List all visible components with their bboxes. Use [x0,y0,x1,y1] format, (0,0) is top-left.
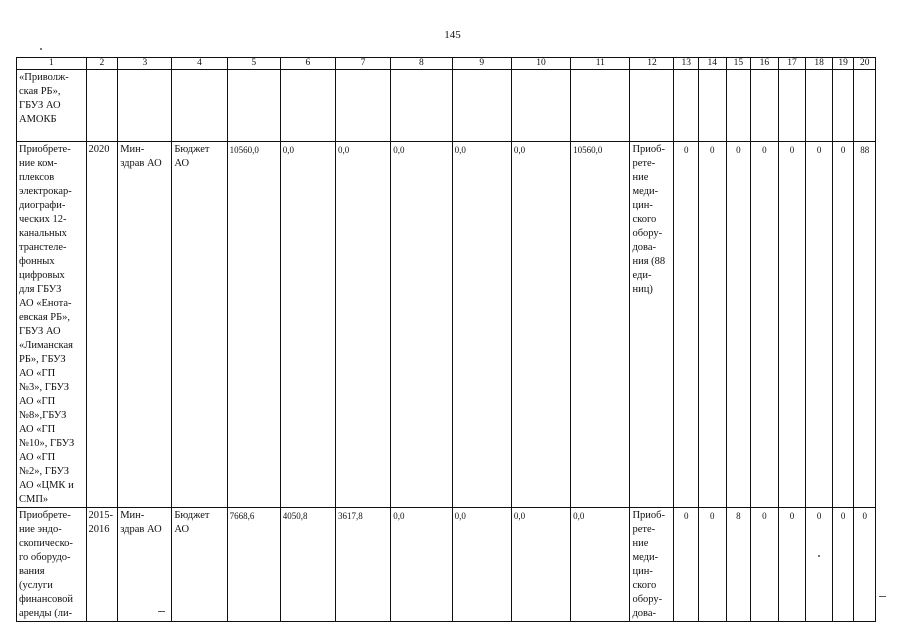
column-header-19: 19 [832,58,853,70]
cell-amount-c8: 0,0 [391,508,452,622]
cell-text-line: диографи- [19,200,66,211]
column-header-12: 12 [630,58,674,70]
cell-text-line: ГБУЗ АО [19,326,61,337]
cell-text-line: Мин- [120,510,145,521]
cell-text-line: евская РБ», [19,312,71,323]
scan-mark [158,611,165,612]
cell-text-line: здрав АО [120,524,162,535]
cell-text-line: цифровых [19,270,65,281]
cell-period [86,70,118,142]
cell-amount-c8 [391,70,452,142]
cell-text-line: АО [174,158,190,169]
cell-indicator-13: 0 [674,508,699,622]
cell-text-line: «Приволж- [19,72,69,83]
cell-text-line: для ГБУЗ [19,284,62,295]
cell-indicator-14 [698,70,726,142]
cell-text-line: меди- [632,186,659,197]
cell-amount-c10: 0,0 [511,508,570,622]
cell-text-line: АО «ГП [19,396,56,407]
cell-amount-c6 [280,70,335,142]
column-header-10: 10 [511,58,570,70]
cell-text-line: «Лиманская [19,340,73,351]
cell-text-line: АМОКБ [19,114,57,125]
cell-text-line: 2015- [88,510,114,521]
column-header-8: 8 [391,58,452,70]
cell-executor [118,142,172,508]
cell-text-line: ГБУЗ АО [19,100,61,111]
document-table [16,57,876,622]
cell-indicator-20: 88 [854,142,876,508]
cell-text-line: 2020 [88,144,110,155]
cell-period [86,508,118,622]
cell-indicator-17: 0 [778,142,806,508]
cell-text-line: №8»,ГБУЗ [19,410,67,421]
cell-text-line: вания [19,566,45,577]
column-header-13: 13 [674,58,699,70]
cell-text-line: СМП» [19,494,49,505]
cell-text-line: ние [632,538,649,549]
cell-text-line: ская РБ», [19,86,61,97]
cell-indicator-13: 0 [674,142,699,508]
cell-text-line: плексов [19,172,55,183]
cell-indicator-13 [674,70,699,142]
cell-indicator-14: 0 [698,142,726,508]
cell-source [172,142,227,508]
header-row [17,58,876,70]
cell-text-line: АО «ЦМК и [19,480,74,491]
table-row [17,70,876,142]
column-header-20: 20 [854,58,876,70]
cell-text-line: ческих 12- [19,214,67,225]
cell-source [172,70,227,142]
cell-text-line: здрав АО [120,158,162,169]
cell-source [172,508,227,622]
cell-indicator-18: 0 [806,142,833,508]
cell-indicator-17 [778,70,806,142]
column-header-14: 14 [698,58,726,70]
cell-indicator-14: 0 [698,508,726,622]
column-header-7: 7 [336,58,391,70]
cell-amount-c7: 3617,8 [336,508,391,622]
cell-amount-c11: 0,0 [571,508,630,622]
cell-text-line: Приобрете- [19,144,71,155]
cell-amount-c9: 0,0 [452,142,511,508]
cell-text-line: Бюджет [174,510,210,521]
cell-text-line: №3», ГБУЗ [19,382,70,393]
cell-text-line: Мин- [120,144,145,155]
cell-text-line: обору- [632,228,663,239]
cell-text-line: Бюджет [174,144,210,155]
cell-amount-c9: 0,0 [452,508,511,622]
cell-text-line: ние эндо- [19,524,62,535]
cell-text-line: №2», ГБУЗ [19,466,70,477]
cell-text-line: дова- [632,608,657,619]
cell-text-line: АО «ГП [19,452,56,463]
column-header-5: 5 [227,58,280,70]
cell-result [630,70,674,142]
scan-mark [879,596,886,597]
cell-indicator-19: 0 [832,142,853,508]
scan-mark [818,555,820,557]
cell-text-line: меди- [632,552,659,563]
cell-amount-c6: 0,0 [280,142,335,508]
cell-text-line: канальных [19,228,67,239]
cell-amount-c7: 0,0 [336,142,391,508]
cell-executor [118,70,172,142]
table-row [17,508,876,622]
column-header-1: 1 [17,58,87,70]
cell-text-line: АО [174,524,190,535]
document-table-container [16,57,876,622]
cell-text-line: ние [632,172,649,183]
scan-mark [40,48,42,50]
cell-result [630,142,674,508]
cell-amount-c5: 7668,6 [227,508,280,622]
cell-text-line: еди- [632,270,652,281]
column-header-11: 11 [571,58,630,70]
cell-text-line: Приоб- [632,144,666,155]
cell-text-line: рете- [632,524,656,535]
cell-period [86,142,118,508]
cell-indicator-16: 0 [751,508,779,622]
column-header-16: 16 [751,58,779,70]
cell-indicator-18: 0 [806,508,833,622]
cell-amount-c8: 0,0 [391,142,452,508]
cell-text-line: №10», ГБУЗ [19,438,75,449]
cell-text-line: рете- [632,158,656,169]
cell-indicator-15 [726,70,751,142]
cell-text-line: ского [632,214,657,225]
cell-indicator-18 [806,70,833,142]
cell-amount-c5: 10560,0 [227,142,280,508]
cell-text-line: АО «ГП [19,368,56,379]
cell-text-line: ского [632,580,657,591]
cell-text-line: обору- [632,594,663,605]
cell-indicator-15: 0 [726,142,751,508]
cell-executor [118,508,172,622]
cell-text-line: скопическо- [19,538,73,549]
cell-indicator-19: 0 [832,508,853,622]
cell-text-line: фонных [19,256,55,267]
cell-text-line: ние ком- [19,158,58,169]
column-header-17: 17 [778,58,806,70]
column-header-3: 3 [118,58,172,70]
cell-text-line: дова- [632,242,657,253]
cell-indicator-15: 8 [726,508,751,622]
cell-indicator-19 [832,70,853,142]
column-header-15: 15 [726,58,751,70]
cell-result [630,508,674,622]
cell-text-line: аренды (ли- [19,608,73,619]
column-header-18: 18 [806,58,833,70]
table-row [17,142,876,508]
cell-text-line: транстеле- [19,242,67,253]
cell-indicator-20 [854,70,876,142]
cell-text-line: Приобрете- [19,510,71,521]
cell-text-line: цин- [632,200,653,211]
cell-text-line: ниц) [632,284,653,295]
cell-text-line: РБ», ГБУЗ [19,354,66,365]
cell-indicator-17: 0 [778,508,806,622]
cell-text-line: АО «Енота- [19,298,72,309]
cell-text-line: ния (88 [632,256,666,267]
cell-text-line: АО «ГП [19,424,56,435]
cell-name [17,70,87,142]
cell-text-line: (услуги [19,580,53,591]
cell-indicator-20: 0 [854,508,876,622]
cell-text-line: финансовой [19,594,73,605]
cell-name [17,508,87,622]
cell-amount-c5 [227,70,280,142]
cell-amount-c6: 4050,8 [280,508,335,622]
cell-amount-c11 [571,70,630,142]
column-header-9: 9 [452,58,511,70]
cell-text-line: 2016 [88,524,110,535]
cell-amount-c7 [336,70,391,142]
cell-indicator-16: 0 [751,142,779,508]
column-header-6: 6 [280,58,335,70]
cell-amount-c11: 10560,0 [571,142,630,508]
cell-text-line: цин- [632,566,653,577]
cell-text-line: электрокар- [19,186,72,197]
page-number: 145 [444,29,461,41]
column-header-4: 4 [172,58,227,70]
cell-name [17,142,87,508]
cell-amount-c9 [452,70,511,142]
cell-amount-c10: 0,0 [511,142,570,508]
cell-amount-c10 [511,70,570,142]
cell-text-line: го оборудо- [19,552,71,563]
cell-indicator-16 [751,70,779,142]
column-header-2: 2 [86,58,118,70]
cell-text-line: Приоб- [632,510,666,521]
